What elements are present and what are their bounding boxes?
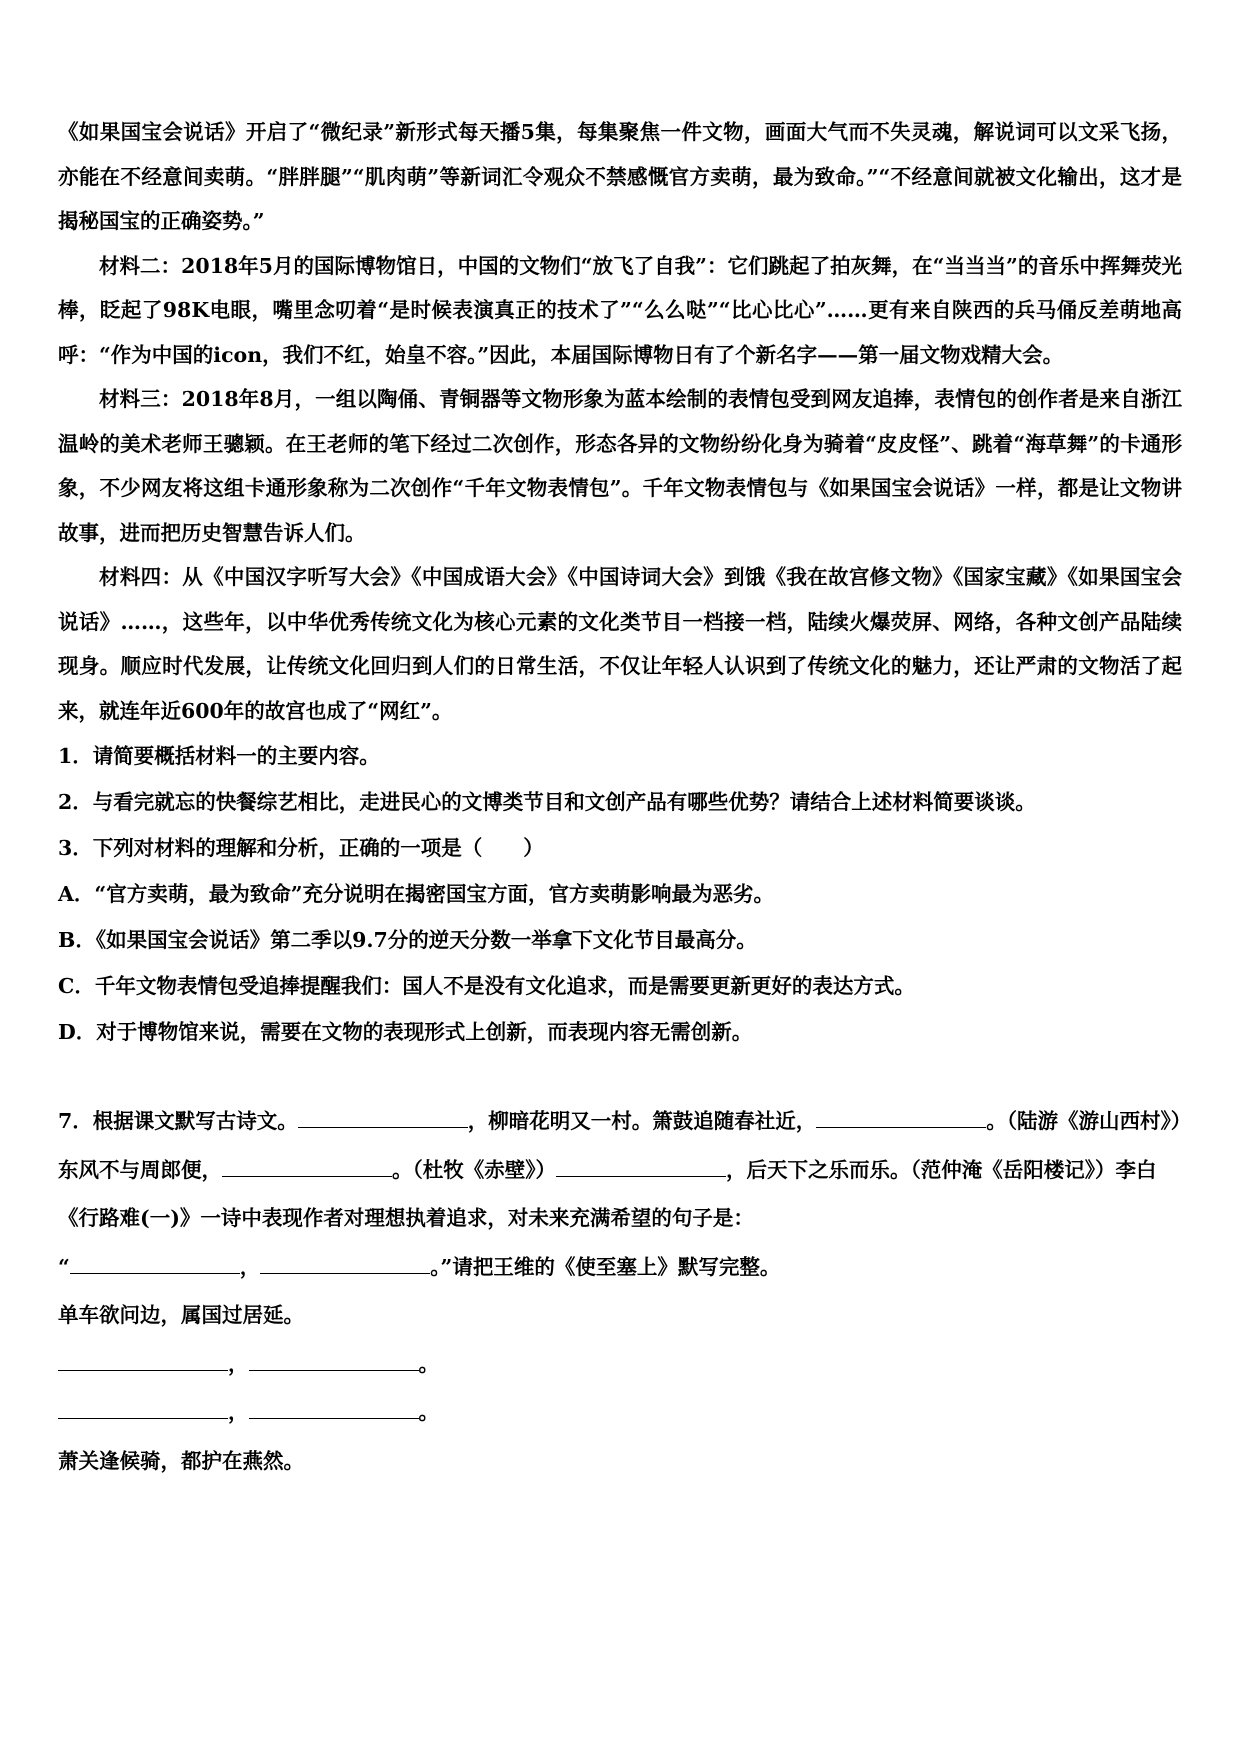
poem-line-2 (58, 1340, 1182, 1389)
comma: ， (228, 1351, 249, 1376)
question-7-text: 。（陆游《游山西村》）东风不与周郎便， (58, 1109, 1182, 1182)
blank-field[interactable] (222, 1158, 392, 1177)
blank-field[interactable] (58, 1352, 228, 1371)
option-d: D．对于博物馆来说，需要在文物的表现形式上创新，而表现内容无需创新。 (58, 1020, 753, 1044)
option-a: A．“官方卖萌，最为致命”充分说明在揭密国宝方面，官方卖萌影响最为恶劣。 (58, 882, 774, 906)
option-c: C．千年文物表情包受追捧提醒我们：国人不是没有文化追求，而是需要更新更好的表达方式。 (58, 974, 915, 998)
question-7-text: ， (239, 1254, 261, 1279)
option-b: B．《如果国宝会说话》第二季以9.7分的逆天分数一举拿下文化节目最高分。 (58, 928, 757, 952)
period: 。 (418, 1400, 439, 1424)
material-three-paragraph: 材料三：2018年8月，一组以陶俑、青铜器等文物形象为蓝本绘制的表情包受到网友追捧，表情包的创作者是来自浙江温岭的美术老师王骢颖。在王老师的笔下经过二次创作，形态各异的文物纷纷化身为骑着“皮皮怪”、跳着“海草舞”的卡通形象，不少网友将这组卡通形象称为二次创作“千年文物表情包”。千年文物表情包与《如果国宝会说话》一样，都是让文物讲故事，进而把历史智慧告诉人们。 (58, 387, 1182, 545)
blank-field[interactable] (816, 1109, 986, 1128)
material-one-paragraph: 《如果国宝会说话》开启了“微纪录”新形式每天播5集，每集聚焦一件文物，画面大气而不失灵魂，解说词可以文采飞扬，亦能在不经意间卖萌。“胖胖腿”“肌肉萌”等新词汇令观众不禁感慨官方卖萌，最为致命。”“不经意间就被文化输出，这才是揭秘国宝的正确姿势。” (58, 120, 1182, 233)
question-7-text: “ (58, 1254, 70, 1279)
question-7 (58, 1097, 1182, 1291)
question-7-prompt: 7．根据课文默写古诗文。 (58, 1109, 298, 1133)
blank-field[interactable] (58, 1400, 228, 1419)
question-7-text: ，后天下之乐而乐。（范仲淹《岳阳楼记》）李白《行路难(一)》一诗中表现作者对理想执着追求，对未来充满希望的句子是： (58, 1157, 1157, 1230)
poem-line-3 (58, 1388, 1182, 1437)
poem-line-4: 萧关逢候骑，都护在燕然。 (58, 1448, 304, 1473)
question-7-text: 。（杜牧《赤壁》） (392, 1157, 556, 1182)
document-page (58, 110, 1182, 1485)
blank-field[interactable] (249, 1400, 419, 1419)
question-3: 3．下列对材料的理解和分析，正确的一项是（ ） (58, 836, 544, 860)
poem-line-1: 单车欲问边，属国过居延。 (58, 1303, 304, 1327)
blank-field[interactable] (260, 1255, 430, 1274)
comma: ， (228, 1400, 249, 1424)
blank-field[interactable] (70, 1255, 240, 1274)
material-two-paragraph: 材料二：2018年5月的国际博物馆日，中国的文物们“放飞了自我”：它们跳起了拍灰舞，在“当当当”的音乐中挥舞荧光棒，眨起了98K电眼，嘴里念叨着“是时候表演真正的技术了”“么么哒”“比心比心”……更有来自陕西的兵马俑反差萌地高呼：“作为中国的icon，我们不红，始皇不容。”因此，本届国际博物日有了个新名字——第一届文物戏精大会。 (58, 253, 1182, 367)
material-four-paragraph: 材料四：从《中国汉字听写大会》《中国成语大会》《中国诗词大会》到饿《我在故宫修文物》《国家宝藏》《如果国宝会说话》……，这些年，以中华优秀传统文化为核心元素的文化类节目一档接一档，陆续火爆荧屏、网络，各种文创产品陆续现身。顺应时代发展，让传统文化回归到人们的日常生活，不仅让年轻人认识到了传统文化的魅力，还让严肃的文物活了起来，就连年近600年的故宫也成了“网红”。 (58, 565, 1182, 723)
blank-field[interactable] (249, 1352, 419, 1371)
question-2: 2．与看完就忘的快餐综艺相比，走进民心的文博类节目和文创产品有哪些优势？请结合上述材料简要谈谈。 (58, 790, 1036, 814)
period: 。 (418, 1351, 439, 1376)
blank-field[interactable] (556, 1158, 726, 1177)
question-7-text: 。”请把王维的《使至塞上》默写完整。 (430, 1254, 781, 1279)
blank-field[interactable] (298, 1109, 468, 1128)
question-1: 1．请简要概括材料一的主要内容。 (58, 744, 380, 768)
question-7-text: ，柳暗花明又一村。箫鼓追随春社近， (467, 1109, 817, 1133)
